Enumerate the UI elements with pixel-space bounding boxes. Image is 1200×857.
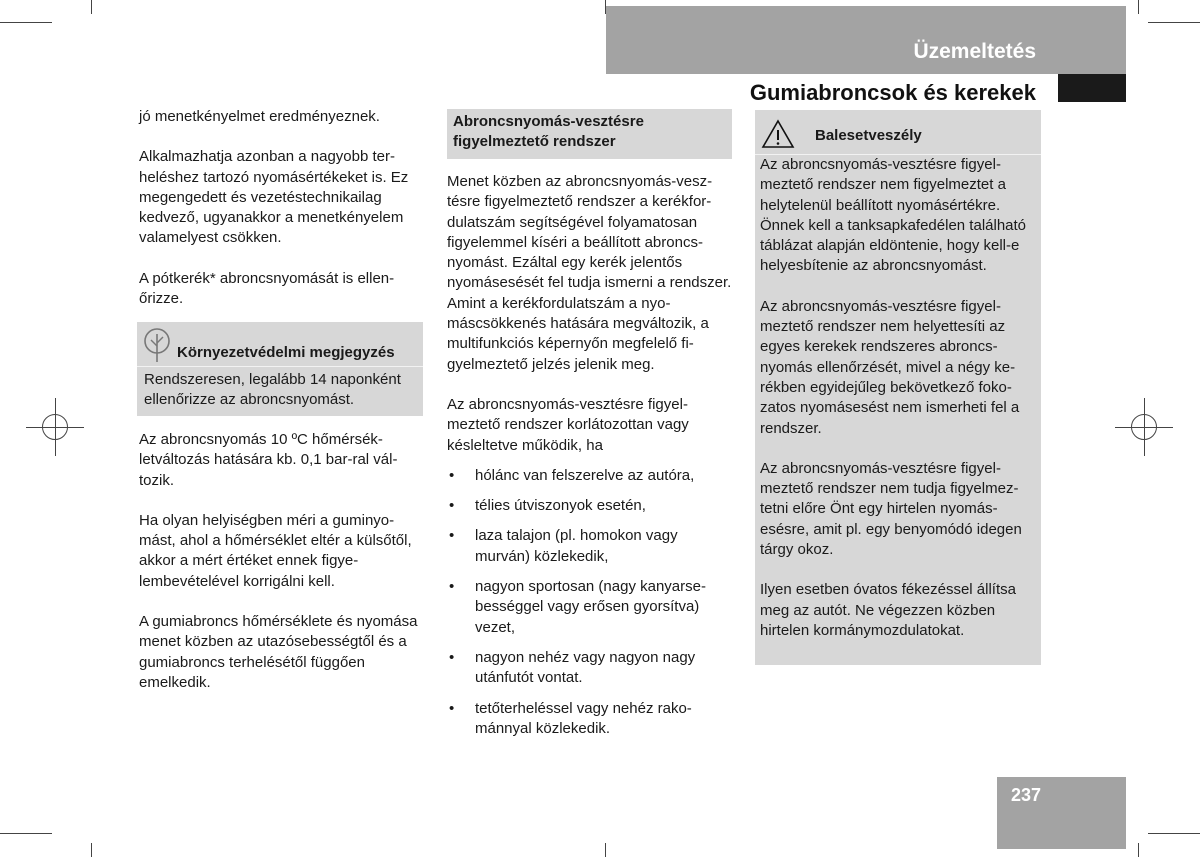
subsection-title: Gumiabroncsok és kerekek (749, 80, 1036, 105)
list-item: • tetőterheléssel vagy nehéz rakománnyal közlekedik. (447, 699, 732, 740)
crop-mark (1148, 22, 1200, 23)
paragraph: Az abroncsnyomás 10 ºC hőmérsékletváltozás hatására kb. 0,1 bar-ral változik. (139, 431, 398, 489)
warning-title: Balesetveszély (815, 127, 922, 144)
list-item: • télies útviszonyok esetén, (447, 496, 732, 516)
column-middle (447, 172, 732, 749)
paragraph: Az abroncsnyomás-vesztésre figyelmeztető rendszer korlátozottan vagy késleltetve működik, ha (447, 395, 689, 454)
list-item: • nagyon sportosan (nagy kanyarsebességgel vagy erősen gyorsítva) vezet, (447, 577, 732, 638)
page-number: 237 (1011, 785, 1042, 805)
crop-mark (91, 0, 92, 14)
list-item: • laza talajon (pl. homokon vagy murván) közlekedik, (447, 526, 732, 567)
crop-mark (605, 843, 606, 857)
subheading: Abroncsnyomás-vesztésre figyelmeztető rendszer (453, 113, 644, 151)
crop-mark (0, 833, 52, 834)
paragraph: A gumiabroncs hőmérséklete és nyomása menet közben az utazósebességtől és a gumiabroncs terhelésétől függően emelkedik. (139, 613, 418, 691)
paragraph: Ha olyan helyiségben méri a guminyomást, ahol a hőmérséklet eltér a külsőtől, akkor a mért értéket ennek figyelembevételével korrigálni kell. (139, 511, 412, 590)
page-number-box (997, 777, 1126, 849)
registration-mark (1127, 410, 1161, 444)
column-left-continued (139, 430, 424, 713)
environment-note-box (137, 322, 423, 416)
paragraph: Ilyen esetben óvatos fékezéssel állítsa meg az autót. Ne végezzen közben hirtelen kormánymozdulatokat. (760, 581, 1016, 639)
list-item: • hólánc van felszerelve az autóra, (447, 466, 732, 486)
crop-mark (1138, 0, 1139, 14)
paragraph: Alkalmazhatja azonban a nagyobb terheléshez tartozó nyomásértékeket is. Ez megengedett és vezetéstechnikailag kedvező, ugyanakkor a menetkényelem valamelyest csökken. (139, 148, 409, 247)
paragraph: Az abroncsnyomás-vesztésre figyelmeztető rendszer nem tudja figyelmeztetni előre Önt egy hirtelen nyomásesésre, amit pl. egy benyomódó idegen tárgy okoz. (760, 459, 1022, 559)
paragraph: jó menetkényelmet eredményeznek. (139, 108, 380, 125)
paragraph: Az abroncsnyomás-vesztésre figyelmeztető rendszer nem figyelmeztet a helytelenül beállított nyomásértékre. Önnek kell a tanksapkafedélen található táblázat alapján eldöntenie, hogy kell-e helyesbítenie az abroncsnyomást. (760, 156, 1027, 275)
warning-triangle-icon (760, 118, 796, 150)
crop-mark (1148, 833, 1200, 834)
section-header (606, 6, 1126, 74)
warning-text (760, 155, 1040, 661)
paragraph: A pótkerék* abroncsnyomását is ellenőrizze. (139, 269, 395, 308)
note-title: Környezetvédelmi megjegyzés (177, 344, 395, 361)
list-item: • nagyon nehéz vagy nagyon nagy utánfutót vontat. (447, 648, 732, 689)
section-title: Üzemeltetés (913, 40, 1036, 63)
divider (137, 366, 423, 367)
registration-mark (38, 410, 72, 444)
crop-mark (91, 843, 92, 857)
column-left (139, 107, 424, 329)
paragraph: Menet közben az abroncsnyomás-vesztésre figyelmeztető rendszer a kerékfordulatszám segítségével folyamatosan figyelemmel kíséri a beállított abroncsnyomást. Ezáltal egy kerék jelentős nyomásesését fel tudja ismerni a rendszer. Amint a kerékfordulatszám a nyomáscsökkenés hatására megváltozik, a multifunkciós képernyőn megfelelő figyelmeztető jelzés jelenik meg. (447, 173, 732, 373)
crop-mark (1138, 843, 1139, 857)
paragraph: Az abroncsnyomás-vesztésre figyelmeztető rendszer nem helyettesíti az egyes kerekek rendszeres abroncsnyomás ellenőrzését, mivel a négy kerékben egyidejűleg bekövetkező fokozatos nyomásesést nem ismerheti fel a rendszer. (760, 297, 1020, 437)
subheading-box (447, 109, 732, 159)
title-marker-block (1058, 74, 1126, 102)
crop-mark (0, 22, 52, 23)
note-body: Rendszeresen, legalább 14 naponként ellenőrizze az abroncsnyomást. (144, 371, 401, 409)
bullet-list (447, 466, 732, 739)
leaf-icon (141, 326, 173, 364)
